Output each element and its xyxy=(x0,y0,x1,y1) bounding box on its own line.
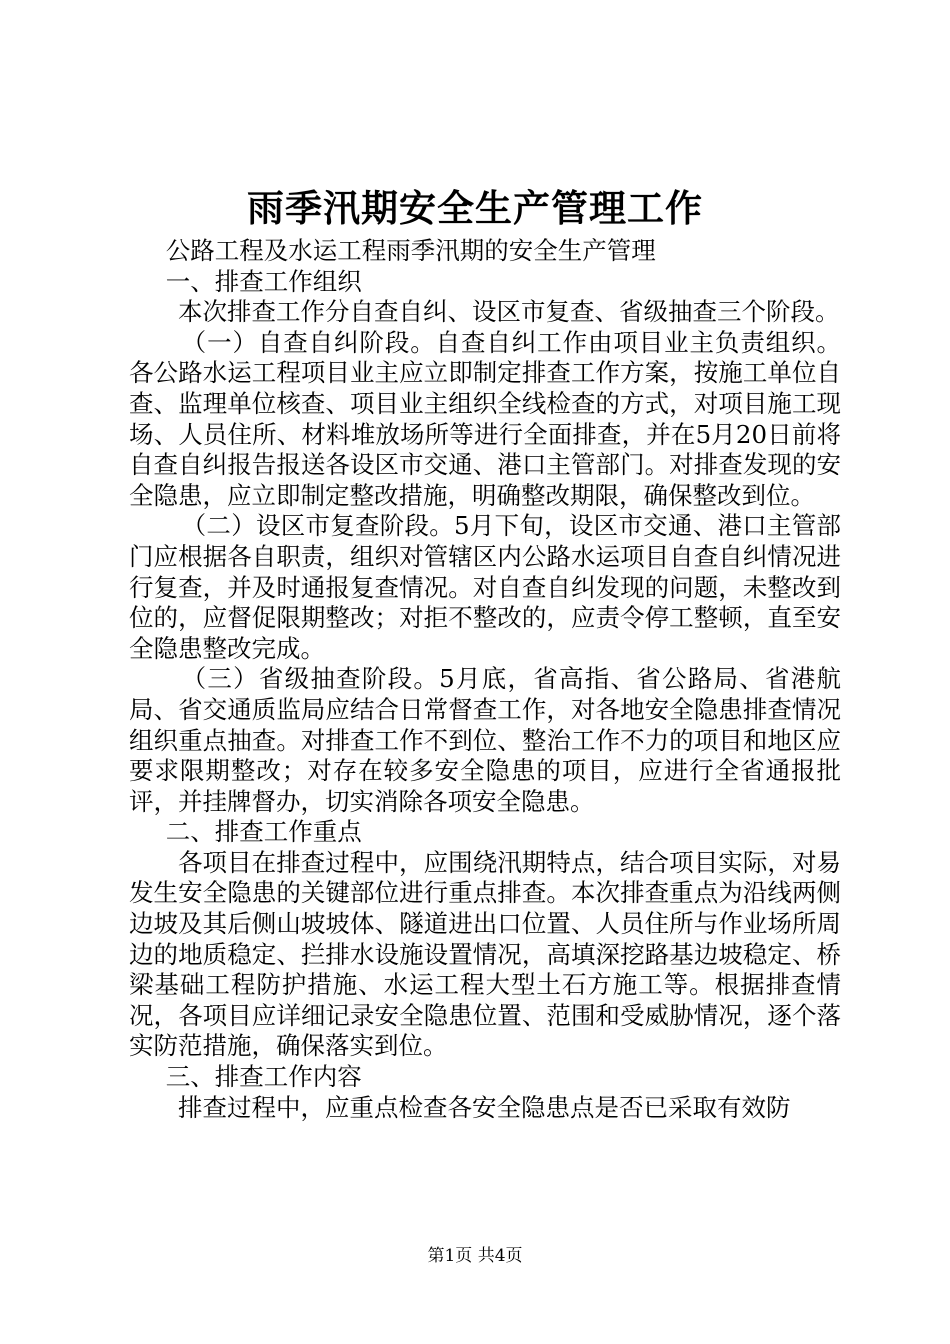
body-paragraph: （二）设区市复查阶段。5月下旬，设区市交通、港口主管部门应根据各自职责，组织对管辖区内公路水运项目自查自纠情况进行复查，并及时通报复查情况。对自查自纠发现的问题，未整改到位的，应督促限期整改；对拒不整改的，应责令停工整顿，直至安全隐患整改完成。 xyxy=(129,511,841,663)
document-body xyxy=(129,236,841,1123)
section-heading-2: 二、排查工作重点 xyxy=(165,817,362,847)
section-heading-1: 一、排查工作组织 xyxy=(165,266,362,296)
body-paragraph: 各项目在排查过程中，应围绕汛期特点，结合项目实际，对易发生安全隐患的关键部位进行重点排查。本次排查重点为沿线两侧边坡及其后侧山坡坡体、隧道进出口位置、人员住所与作业场所周边的地质稳定、拦排水设施设置情况，高填深挖路基边坡稳定、桥梁基础工程防护措施、水运工程大型土石方施工等。根据排查情况，各项目应详细记录安全隐患位置、范围和受威胁情况，逐个落实防范措施，确保落实到位。 xyxy=(129,847,841,1061)
section-heading-3: 三、排查工作内容 xyxy=(165,1062,362,1092)
page-number-footer: 第1页 共4页 xyxy=(427,1246,523,1266)
subtitle-paragraph: 公路工程及水运工程雨季汛期的安全生产管理 xyxy=(165,236,656,265)
body-paragraph: 本次排查工作分自查自纠、设区市复查、省级抽查三个阶段。 xyxy=(178,297,840,327)
document-title: 雨季汛期安全生产管理工作 xyxy=(247,186,703,230)
body-paragraph: 排查过程中，应重点检查各安全隐患点是否已采取有效防 xyxy=(178,1092,791,1122)
body-paragraph: （三）省级抽查阶段。5月底，省高指、省公路局、省港航局、省交通质监局应结合日常督查工作，对各地安全隐患排查情况组织重点抽查。对排查工作不到位、整治工作不力的项目和地区应要求限期整改；对存在较多安全隐患的项目，应进行全省通报批评，并挂牌督办，切实消除各项安全隐患。 xyxy=(129,664,841,816)
body-paragraph: （一）自查自纠阶段。自查自纠工作由项目业主负责组织。各公路水运工程项目业主应立即制定排查工作方案，按施工单位自查、监理单位核查、项目业主组织全线检查的方式，对项目施工现场、人员住所、材料堆放场所等进行全面排查，并在5月20日前将自查自纠报告报送各设区市交通、港口主管部门。对排查发现的安全隐患，应立即制定整改措施，明确整改期限，确保整改到位。 xyxy=(129,327,841,510)
